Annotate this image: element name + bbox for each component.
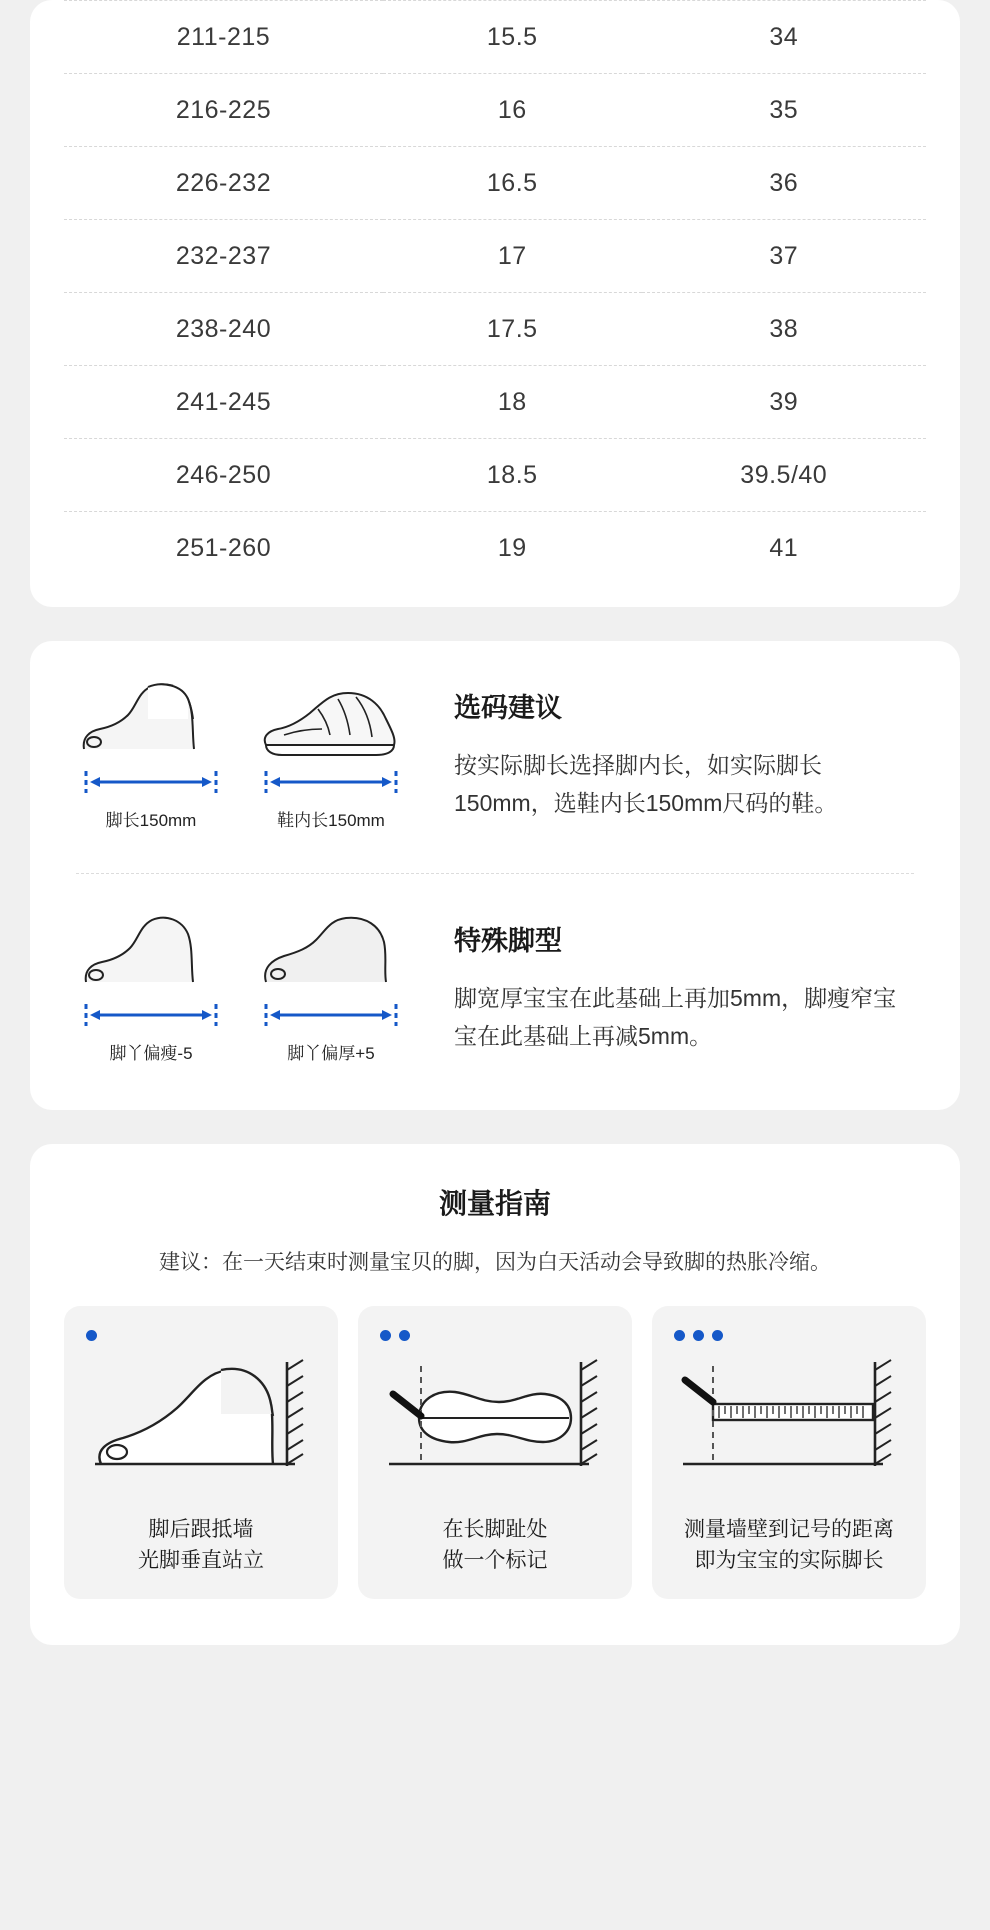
step-label-line1: 脚后跟抵墙 [148,1517,254,1541]
cell-inner-length: 18 [383,366,642,439]
cell-foot-length: 226-232 [64,147,383,220]
dot-icon [86,1330,97,1341]
cell-size: 34 [642,1,926,74]
special-foot-text [428,919,918,1056]
table-row [64,293,926,366]
measure-arrow-icon [76,769,226,800]
step-label-1 [78,1514,324,1577]
table-row [64,220,926,293]
section-title: 选码建议 [454,693,562,724]
cell-inner-length: 16 [383,74,642,147]
thin-foot-figure [72,912,230,1064]
step-label-line1: 在长脚趾处 [442,1517,548,1541]
step-dots-2 [380,1330,618,1344]
cell-size: 38 [642,293,926,366]
cell-inner-length: 18.5 [383,439,642,512]
step-label-3 [666,1514,912,1577]
foot-side-icon [76,912,226,998]
figure-caption: 脚长150mm [105,810,197,830]
dot-icon [693,1330,704,1341]
size-pick-text [428,686,918,823]
cell-size: 39 [642,366,926,439]
page-title: 测量指南 [438,1187,551,1219]
cell-foot-length: 232-237 [64,220,383,293]
cell-foot-length: 246-250 [64,439,383,512]
special-foot-section [72,912,918,1064]
guide-steps [64,1306,926,1599]
measure-guide-card [30,1144,960,1645]
cell-size: 41 [769,533,799,562]
foot-side-thick-icon [256,912,406,998]
cell-foot-length: 211-215 [64,1,383,74]
figure-caption: 脚丫偏瘦-5 [109,1043,193,1063]
shoe-inner-length-figure [252,679,410,831]
step-dots-3 [674,1330,912,1344]
guide-step-2 [358,1306,632,1599]
dot-icon [674,1330,685,1341]
measure-arrow-icon [256,1002,406,1033]
cell-foot-length: 241-245 [64,366,383,439]
section-body: 按实际脚长选择脚内长，如实际脚长150mm，选鞋内长150mm尺码的鞋。 [454,752,838,816]
foot-mark-toe-icon [372,1346,618,1496]
cell-size: 35 [642,74,926,147]
dot-icon [712,1330,723,1341]
figure-caption: 鞋内长150mm [277,810,385,830]
cell-inner-length: 19 [497,533,527,562]
section-title: 特殊脚型 [454,926,562,957]
table-row [64,366,926,439]
size-pick-section [72,679,918,831]
size-pick-figures [72,679,410,831]
cell-inner-length: 16.5 [383,147,642,220]
step-label-line2: 即为宝宝的实际脚长 [694,1549,884,1572]
cell-size: 37 [642,220,926,293]
ruler-measure-icon [666,1346,912,1496]
guide-step-3 [652,1306,926,1599]
step-label-line2: 光脚垂直站立 [138,1549,264,1572]
measure-arrow-icon [256,769,406,800]
cell-inner-length: 15.5 [383,1,642,74]
special-foot-figures [72,912,410,1064]
dot-icon [380,1330,391,1341]
advice-card [30,641,960,1110]
size-table-card [30,0,960,607]
step-dots-1 [86,1330,324,1344]
thick-foot-figure [252,912,410,1064]
divider [76,873,914,874]
shoe-side-icon [256,679,406,765]
foot-against-wall-icon [78,1346,324,1496]
table-row [64,74,926,147]
cell-foot-length: 251-260 [175,533,272,562]
step-label-line1: 测量墙壁到记号的距离 [684,1517,894,1541]
figure-caption: 脚丫偏厚+5 [287,1043,375,1063]
table-row [64,1,926,74]
cell-size: 36 [642,147,926,220]
cell-inner-length: 17.5 [383,293,642,366]
cell-inner-length: 17 [383,220,642,293]
dot-icon [399,1330,410,1341]
table-row [64,512,926,585]
table-row [64,147,926,220]
step-label-2 [372,1514,618,1577]
cell-size: 39.5/40 [642,439,926,512]
foot-length-figure [72,679,230,831]
measure-arrow-icon [76,1002,226,1033]
cell-foot-length: 216-225 [64,74,383,147]
foot-side-icon [76,679,226,765]
size-table [64,0,926,585]
step-label-line2: 做一个标记 [442,1549,548,1572]
cell-foot-length: 238-240 [64,293,383,366]
table-row [64,439,926,512]
section-body: 脚宽厚宝宝在此基础上再加5mm，脚瘦窄宝宝在此基础上再减5mm。 [454,985,897,1049]
guide-step-1 [64,1306,338,1599]
guide-subtitle: 建议：在一天结束时测量宝贝的脚，因为白天活动会导致脚的热胀冷缩。 [159,1250,831,1274]
